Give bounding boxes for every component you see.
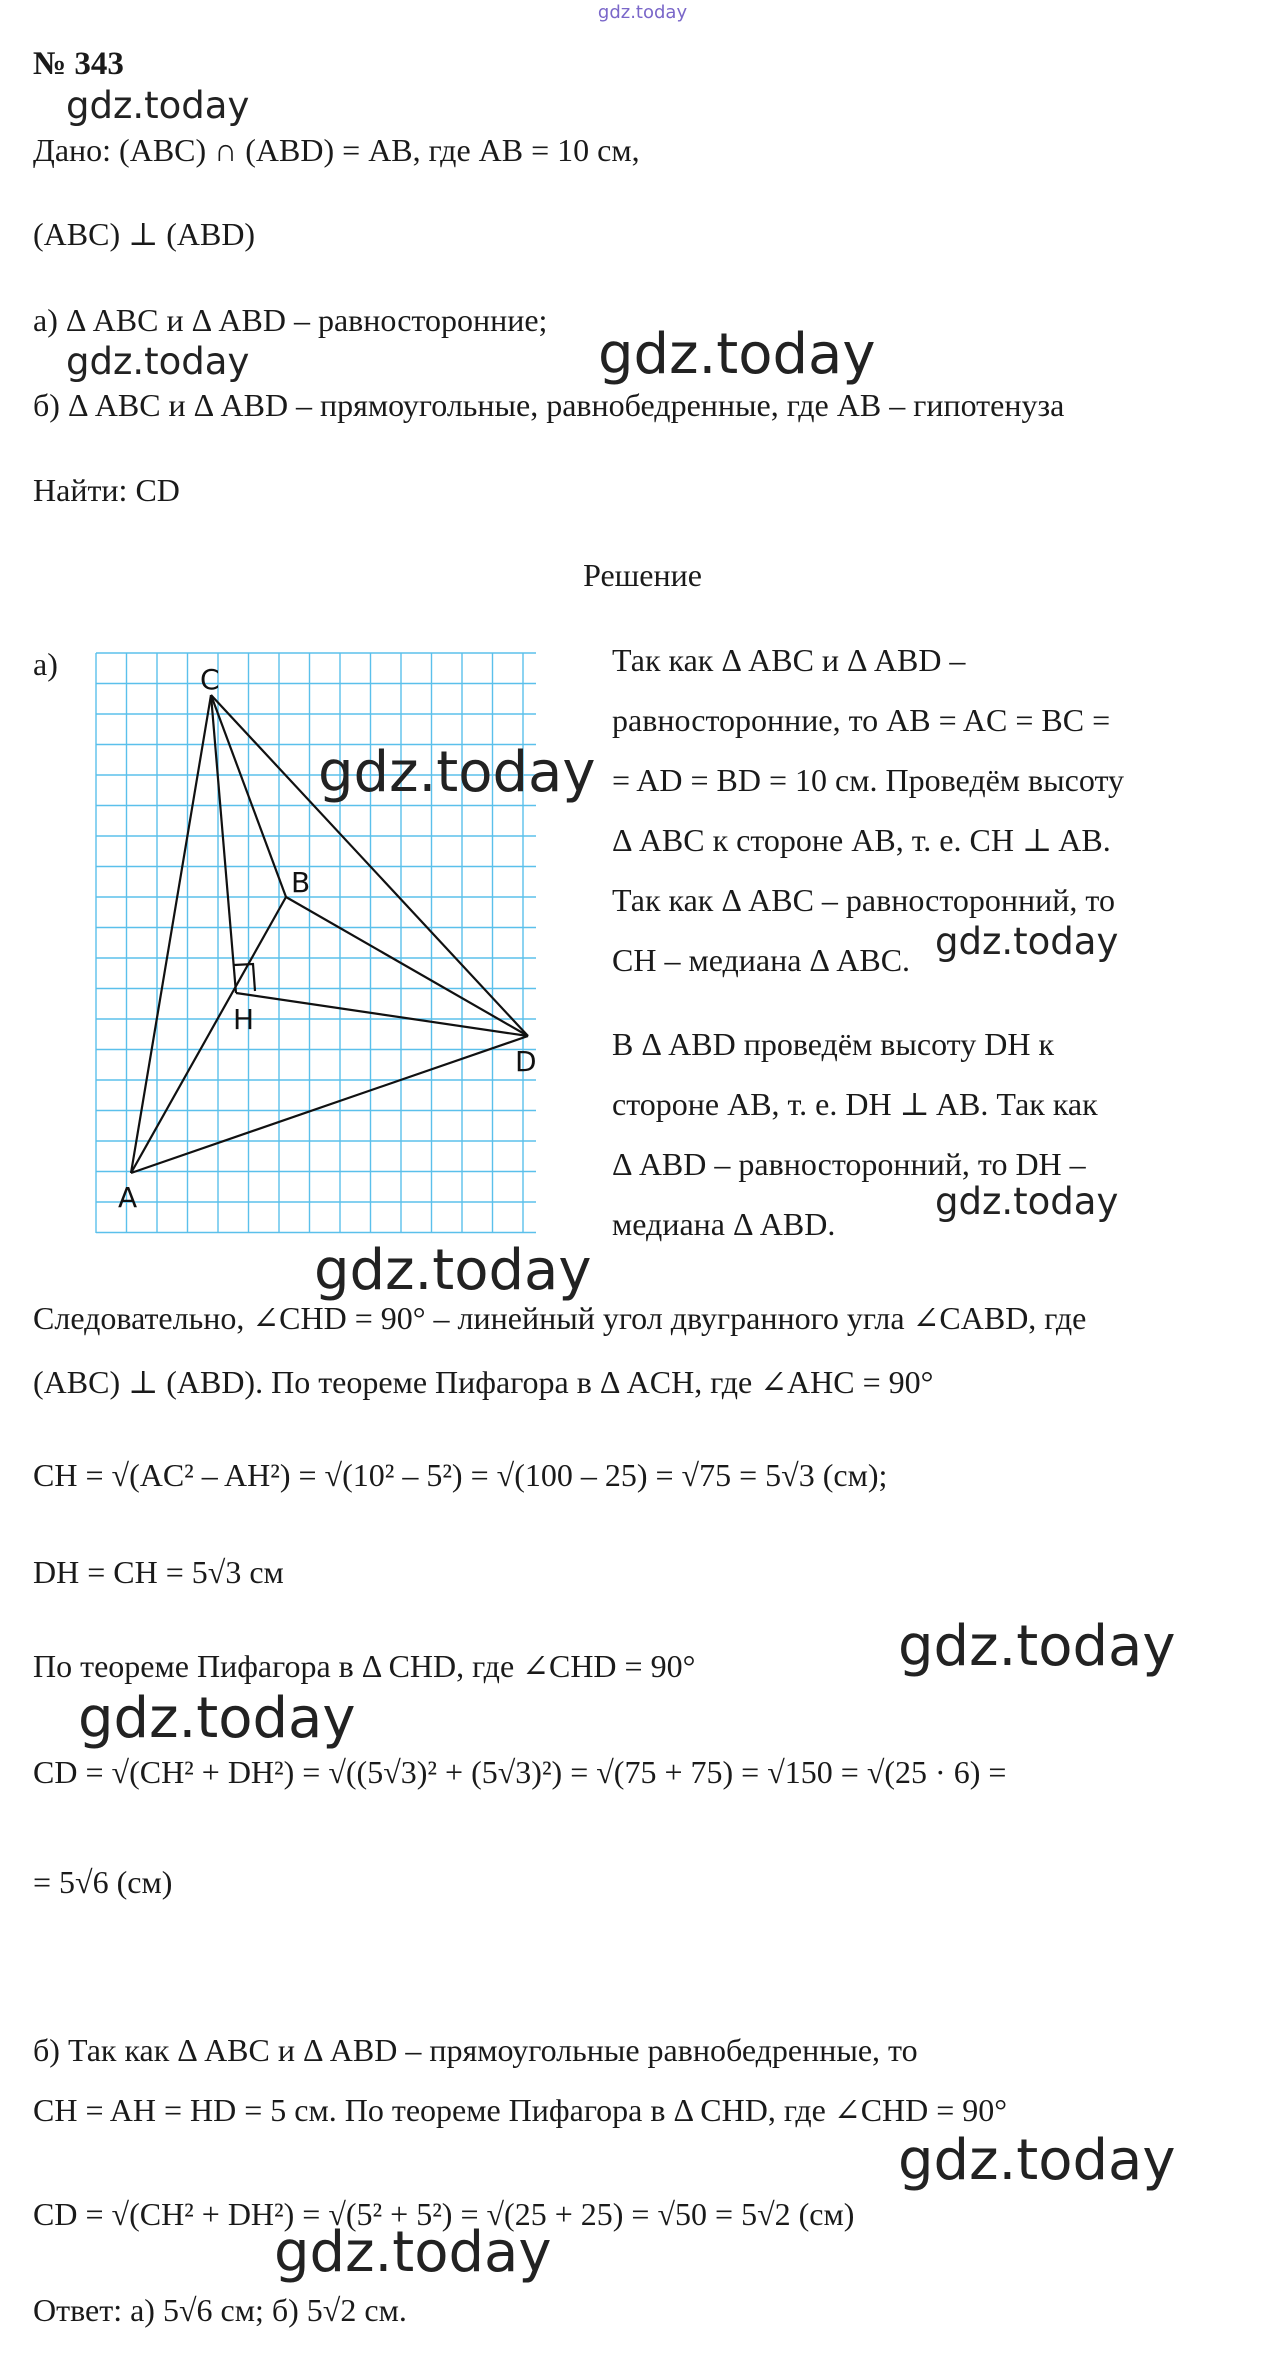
part-a-marker: а) bbox=[33, 646, 58, 682]
watermark-1: gdz.today bbox=[66, 84, 250, 127]
watermark-11: gdz.today bbox=[274, 2220, 552, 2285]
watermark-8: gdz.today bbox=[898, 1614, 1176, 1679]
label-b: B bbox=[291, 866, 311, 899]
watermark-2: gdz.today bbox=[66, 340, 250, 383]
equation-cd-result: = 5√6 (см) bbox=[33, 1864, 173, 1900]
edge-bd bbox=[286, 897, 528, 1036]
watermark-10: gdz.today bbox=[898, 2128, 1176, 2193]
equation-ch: CH = √(AC² – AH²) = √(10² – 5²) = √(100 – 25) = √75 = 5√3 (см); bbox=[33, 1457, 888, 1493]
watermark-5: gdz.today bbox=[935, 920, 1119, 963]
edge-ch bbox=[211, 695, 236, 993]
find-line: Найти: CD bbox=[33, 472, 180, 508]
part-a-para-2-line-2: стороне AB, т. е. DH ⊥ AB. Так как bbox=[612, 1086, 1098, 1122]
geometry-diagram bbox=[88, 645, 550, 1235]
right-angle-mark bbox=[234, 964, 255, 991]
problem-number: № 343 bbox=[33, 46, 124, 82]
edge-ad bbox=[131, 1036, 528, 1173]
part-a-para-2-line-1: В Δ ABD проведём высоту DH к bbox=[612, 1026, 1054, 1062]
watermark-3: gdz.today bbox=[598, 322, 876, 387]
part-a-para-1-line-2: равносторонние, то AB = AC = BC = bbox=[612, 702, 1111, 738]
case-b: б) Δ ABC и Δ ABD – прямоугольные, равнобедренные, где AB – гипотенуза bbox=[33, 387, 1065, 423]
part-b-line-2: CH = AH = HD = 5 см. По теореме Пифагора в Δ CHD, где ∠CHD = 90° bbox=[33, 2092, 1008, 2128]
part-a-para-1-line-4: Δ ABC к стороне AB, т. е. CH ⊥ AB. bbox=[612, 822, 1111, 858]
pythagoras-line-2: По теореме Пифагора в Δ CHD, где ∠CHD = 90° bbox=[33, 1648, 696, 1684]
part-b-equation-cd: CD = √(CH² + DH²) = √(5² + 5²) = √(25 + 25) = √50 = 5√2 (см) bbox=[33, 2196, 855, 2232]
hence-line: Следовательно, ∠CHD = 90° – линейный угол двугранного угла ∠CABD, где bbox=[33, 1300, 1087, 1336]
part-a-para-2-line-3: Δ ABD – равносторонний, то DH – bbox=[612, 1146, 1086, 1182]
label-c: C bbox=[200, 663, 220, 696]
part-a-para-1-line-3: = AD = BD = 10 см. Проведём высоту bbox=[612, 762, 1124, 798]
part-a-para-2-line-4: медиана Δ ABD. bbox=[612, 1206, 836, 1242]
label-h: H bbox=[233, 1003, 255, 1036]
watermark-4: gdz.today bbox=[318, 740, 596, 805]
pythagoras-line-1: (ABC) ⊥ (ABD). По теореме Пифагора в Δ ACH, где ∠AHC = 90° bbox=[33, 1364, 934, 1400]
answer-line: Ответ: а) 5√6 см; б) 5√2 см. bbox=[33, 2292, 407, 2328]
watermark-9: gdz.today bbox=[78, 1686, 356, 1751]
part-a-para-1-line-1: Так как Δ ABC и Δ ABD – bbox=[612, 642, 966, 678]
top-watermark: gdz.today bbox=[597, 2, 688, 23]
label-d: D bbox=[515, 1045, 537, 1078]
watermark-7: gdz.today bbox=[314, 1238, 592, 1303]
part-a-para-1-line-5: Так как Δ ABC – равносторонний, то bbox=[612, 882, 1115, 918]
case-a: а) Δ ABC и Δ ABD – равносторонние; bbox=[33, 302, 548, 338]
label-a: A bbox=[118, 1181, 138, 1214]
edge-hd bbox=[236, 993, 528, 1036]
equation-dh: DH = CH = 5√3 см bbox=[33, 1554, 284, 1590]
watermark-6: gdz.today bbox=[935, 1180, 1119, 1223]
part-b-line-1: б) Так как Δ ABC и Δ ABD – прямоугольные равнобедренные, то bbox=[33, 2032, 918, 2068]
given-line-2: (ABC) ⊥ (ABD) bbox=[33, 216, 256, 252]
equation-cd: CD = √(CH² + DH²) = √((5√3)² + (5√3)²) = √(75 + 75) = √150 = √(25 · 6) = bbox=[33, 1754, 1007, 1790]
given-line-1: Дано: (ABC) ∩ (ABD) = AB, где AB = 10 см, bbox=[33, 132, 640, 168]
part-a-para-1-line-6: CH – медиана Δ ABC. bbox=[612, 942, 911, 978]
solution-heading: Решение bbox=[583, 557, 702, 593]
